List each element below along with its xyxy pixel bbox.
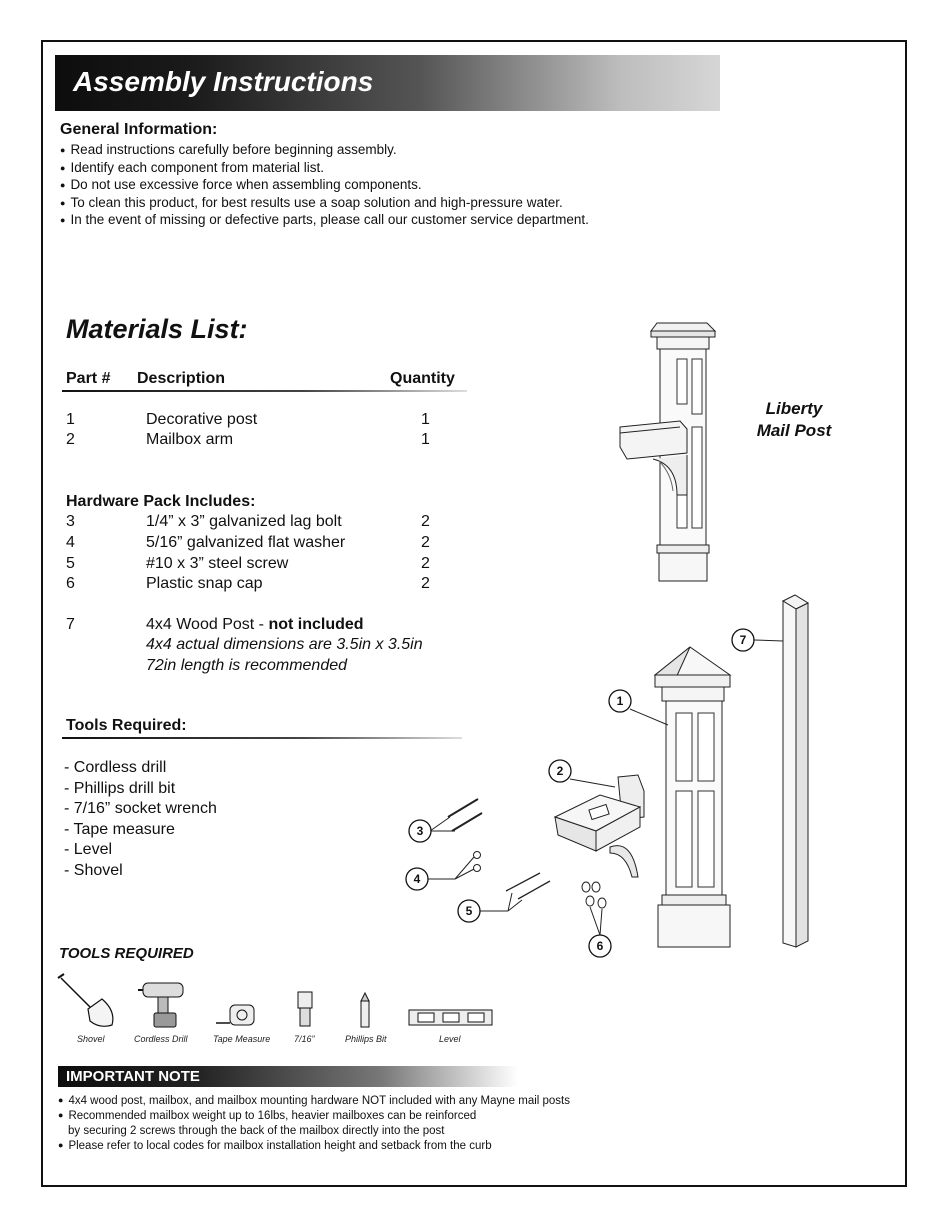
tool-caption: Phillips Bit [345,1034,387,1044]
callout-4: 4 [413,872,421,886]
socket-icon [295,990,317,1030]
page-title: Assembly Instructions [73,66,374,97]
list-item: ● 4x4 wood post, mailbox, and mailbox mounting hardware NOT included with any Mayne mail posts [58,1094,570,1109]
part-number: 6 [66,575,75,592]
phillips-bit-icon [355,993,375,1029]
column-part: Part # [66,370,111,387]
part-quantity: 1 [421,411,430,428]
tool-caption: Level [439,1034,461,1044]
part-description: Plastic snap cap [146,575,263,592]
part-number: 4 [66,534,75,551]
list-item: ● Please refer to local codes for mailbox installation height and setback from the curb [58,1139,570,1154]
part-description [146,616,364,634]
part-number: 3 [66,513,75,530]
list-item: - Tape measure [64,820,175,838]
part-number: 2 [66,431,75,448]
table-row [0,513,950,533]
shovel-icon [58,975,120,1031]
materials-title: Materials List: [66,314,248,344]
callout-1: 1 [616,694,624,708]
callout-2: 2 [556,764,564,778]
product-name [744,398,844,442]
list-item: ● Do not use excessive force when assembling components. [60,176,589,194]
header-banner [55,55,720,111]
wood-post-dimensions: 4x4 actual dimensions are 3.5in x 3.5in [146,636,423,653]
tool-caption: 7/16” [294,1034,315,1044]
callout-6: 6 [596,939,604,953]
list-item: ● Recommended mailbox weight up to 16lbs, heavier mailboxes can be reinforced [58,1109,570,1124]
part-quantity: 2 [421,575,430,592]
general-info-list [60,141,589,229]
wood-post-length: 72in length is recommended [146,657,348,674]
tools-icons-heading: TOOLS REQUIRED [59,945,194,962]
part-description: 5/16” galvanized flat washer [146,534,346,551]
general-info-heading: General Information: [60,121,218,138]
product-name-line: Mail Post [756,421,832,440]
list-item: ● Identify each component from material list. [60,159,589,177]
header-rule [62,390,467,392]
important-note-list [58,1094,570,1154]
list-item: - Phillips drill bit [64,779,176,797]
part-quantity: 2 [421,513,430,530]
column-quantity: Quantity [390,370,455,387]
level-icon [408,1008,494,1028]
list-item: - Level [64,841,113,858]
tape-measure-icon [216,1003,262,1027]
callout-3: 3 [416,824,424,838]
tools-heading: Tools Required: [66,717,187,734]
wood-post-text: 4x4 Wood Post - [146,616,269,633]
part-quantity: 2 [421,555,430,572]
assembly-diagram [400,595,820,965]
table-row [0,575,950,595]
part-number: 1 [66,411,75,428]
mail-post-illustration [615,315,745,585]
table-row [0,555,950,575]
hardware-heading: Hardware Pack Includes: [66,493,256,510]
part-description: #10 x 3” steel screw [146,555,289,572]
list-item: ● Read instructions carefully before beginning assembly. [60,141,589,159]
part-quantity: 1 [421,431,430,448]
not-included-text: not included [268,616,364,633]
tool-caption: Cordless Drill [134,1034,188,1044]
column-description: Description [137,370,226,387]
important-note-banner [58,1066,518,1087]
part-number: 5 [66,555,75,572]
part-description: Mailbox arm [146,431,234,448]
cordless-drill-icon [138,977,190,1031]
tool-caption: Tape Measure [213,1034,271,1044]
tool-caption: Shovel [77,1034,105,1044]
list-item-continuation: by securing 2 screws through the back of the mailbox directly into the post [68,1125,445,1137]
list-item: ● To clean this product, for best results use a soap solution and high-pressure water. [60,194,589,212]
callout-5: 5 [465,904,473,918]
important-note-title: IMPORTANT NOTE [66,1068,200,1085]
list-item: - 7/16” socket wrench [64,800,217,817]
tools-list [64,758,217,881]
part-quantity: 2 [421,534,430,551]
product-name-line: Liberty [765,399,823,418]
part-description: 1/4” x 3” galvanized lag bolt [146,513,342,530]
list-item: - Shovel [64,861,123,879]
callout-7: 7 [739,633,747,647]
part-description: Decorative post [146,411,258,428]
table-row [0,534,950,554]
list-item: ● In the event of missing or defective parts, please call our customer service department. [60,211,589,229]
list-item: - Cordless drill [64,759,167,776]
part-number: 7 [66,616,75,633]
